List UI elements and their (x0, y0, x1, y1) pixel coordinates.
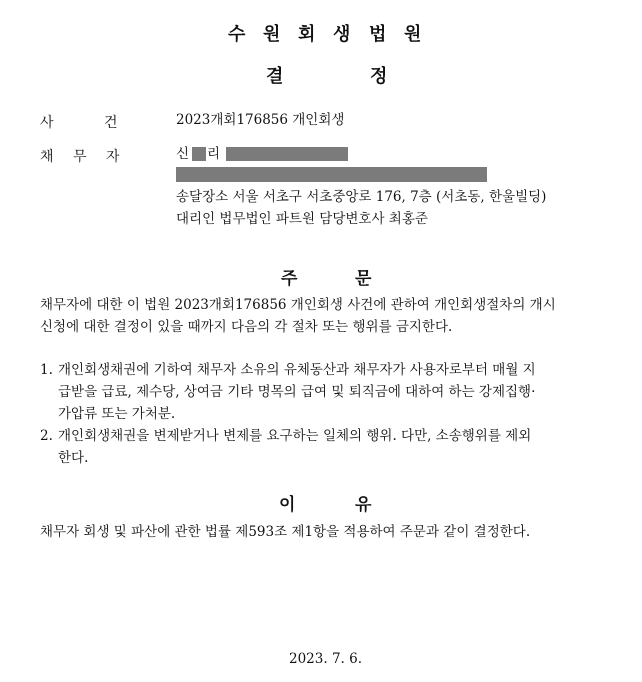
order-intro-line: 신청에 대한 결정이 있을 때까지 다음의 각 절차 또는 행위를 금지한다. (40, 319, 453, 335)
order-heading-char: 문 (355, 269, 372, 289)
decision-date: 2023. 7. 6. (289, 651, 362, 667)
court-title-char: 수 (228, 24, 246, 45)
order-intro-line: 채무자에 대한 이 법원 2023개회176856 개인회생 사건에 관하여 개인회생절차의 개시 (40, 297, 556, 313)
order-heading-char: 주 (281, 269, 298, 289)
redaction-box (226, 147, 348, 161)
order-item-number: 1. (40, 362, 53, 378)
reason-heading-char: 유 (355, 495, 372, 515)
debtor-label-char: 채 (40, 149, 54, 165)
case-label-char: 건 (104, 115, 118, 131)
debtor-label-char: 무 (73, 149, 87, 165)
order-item-line: 개인회생채권에 기하여 채무자 소유의 유체동산과 채무자가 사용자로부터 매월 지 (58, 362, 536, 378)
court-title-char: 원 (263, 24, 281, 45)
document-type-char: 정 (370, 66, 388, 87)
order-item-number: 2. (40, 428, 53, 444)
debtor-name-start: 신 (176, 146, 190, 162)
order-item-line: 개인회생채권을 변제받거나 변제를 요구하는 일체의 행위. 다만, 소송행위를 제외 (58, 428, 532, 444)
case-label-char: 사 (40, 115, 54, 131)
order-item-line: 급받을 급료, 제수당, 상여금 기타 명목의 급여 및 퇴직금에 대하여 하는 강제집행· (58, 384, 536, 400)
debtor-name-end: 리 (207, 146, 221, 162)
redaction-box (192, 147, 206, 161)
court-title-char: 법 (369, 24, 387, 45)
order-item-line: 가압류 또는 가처분. (58, 406, 176, 422)
reason-heading-char: 이 (279, 495, 296, 515)
legal-agent: 대리인 법무법인 파트원 담당변호사 최홍준 (176, 211, 428, 227)
court-title-char: 생 (333, 24, 351, 45)
redaction-box (176, 167, 487, 182)
order-item-line: 한다. (58, 450, 89, 466)
case-number: 2023개회176856 개인회생 (176, 112, 345, 128)
court-title-char: 원 (404, 24, 422, 45)
service-address: 송달장소 서울 서초구 서초중앙로 176, 7층 (서초동, 한울빌딩) (176, 189, 547, 205)
reason-text: 채무자 회생 및 파산에 관한 법률 제593조 제1항을 적용하여 주문과 같이 결정한다. (40, 524, 531, 540)
document-type-char: 결 (266, 66, 284, 87)
debtor-label-char: 자 (106, 149, 120, 165)
court-title-char: 회 (298, 24, 316, 45)
